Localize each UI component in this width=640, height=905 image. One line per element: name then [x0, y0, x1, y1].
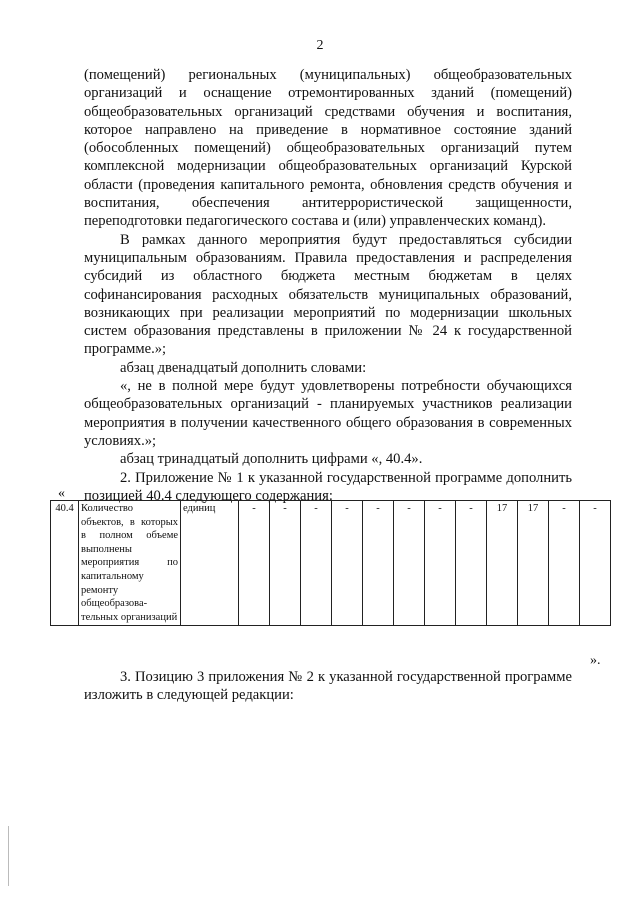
closing-quote: ».: [590, 653, 601, 668]
value-cell: -: [394, 501, 425, 626]
opening-quote: «: [58, 486, 65, 501]
value-cell: -: [239, 501, 270, 626]
value-cell: 17: [487, 501, 518, 626]
paragraph: 3. Позицию 3 приложения № 2 к указанной государственной программе изложить в следующей редакции:: [84, 669, 572, 704]
value-cell: 17: [518, 501, 549, 626]
value-cell: -: [456, 501, 487, 626]
page-number: 2: [316, 38, 324, 53]
paragraph: (помещений) региональных (муниципальных) общеобразовательных организаций и оснащение отремонтированных зданий (помещений) общеобразовательных организаций средствами обучения и воспитания, которое направлено на приведение в нормативное состояние зданий (обособленных помещений) общеобразовательных организаций путем комплексной модернизации общеобразовательных организаций Курской области (проведения капитального ремонта, обновления средств обучения и воспитания, обеспечения антитеррористической защищенности, переподготовки педагогического состава и (или) управленческих команд).: [84, 67, 572, 230]
value-cell: -: [549, 501, 580, 626]
position-number: 40.4: [51, 501, 79, 626]
tail-text: [84, 668, 572, 705]
value-cell: -: [332, 501, 363, 626]
value-cell: -: [301, 501, 332, 626]
body-text: [84, 66, 572, 505]
value-cell: -: [425, 501, 456, 626]
value-cell: -: [580, 501, 611, 626]
paragraph: «, не в полной мере будут удовлетворены потребности обучающихся общеобразовательных организаций - планируемых участников реализации мероприятия в получении качественного общего образования в современных условиях.»;: [84, 378, 572, 449]
indicator-table: [50, 500, 611, 626]
margin-line: [8, 826, 9, 886]
paragraph: В рамках данного мероприятия будут предоставляться субсидии муниципальным образованиям. Правила предоставления и распределения субсидий из областного бюджета местным бюджетам в целях софинансирования расходных обязательств муниципальных образований, возникающих при реализации мероприятий по модернизации школьных систем образования представлены в приложении № 24 к государственной программе.»;: [84, 231, 572, 358]
value-cell: -: [363, 501, 394, 626]
paragraph: 2. Приложение № 1 к указанной государственной программе дополнить позицией 40.4 следующего содержания:: [84, 469, 572, 504]
value-cell: -: [270, 501, 301, 626]
indicator-name: Количество объектов, в которых в полном объеме выполнены мероприятия по капитальному ремонту общеобразова-тельных организаций: [79, 501, 181, 626]
unit-cell: единиц: [181, 501, 239, 626]
table-row: [51, 501, 611, 626]
paragraph: абзац тринадцатый дополнить цифрами «, 40.4».: [120, 451, 423, 468]
paragraph: абзац двенадцатый дополнить словами:: [120, 359, 367, 376]
